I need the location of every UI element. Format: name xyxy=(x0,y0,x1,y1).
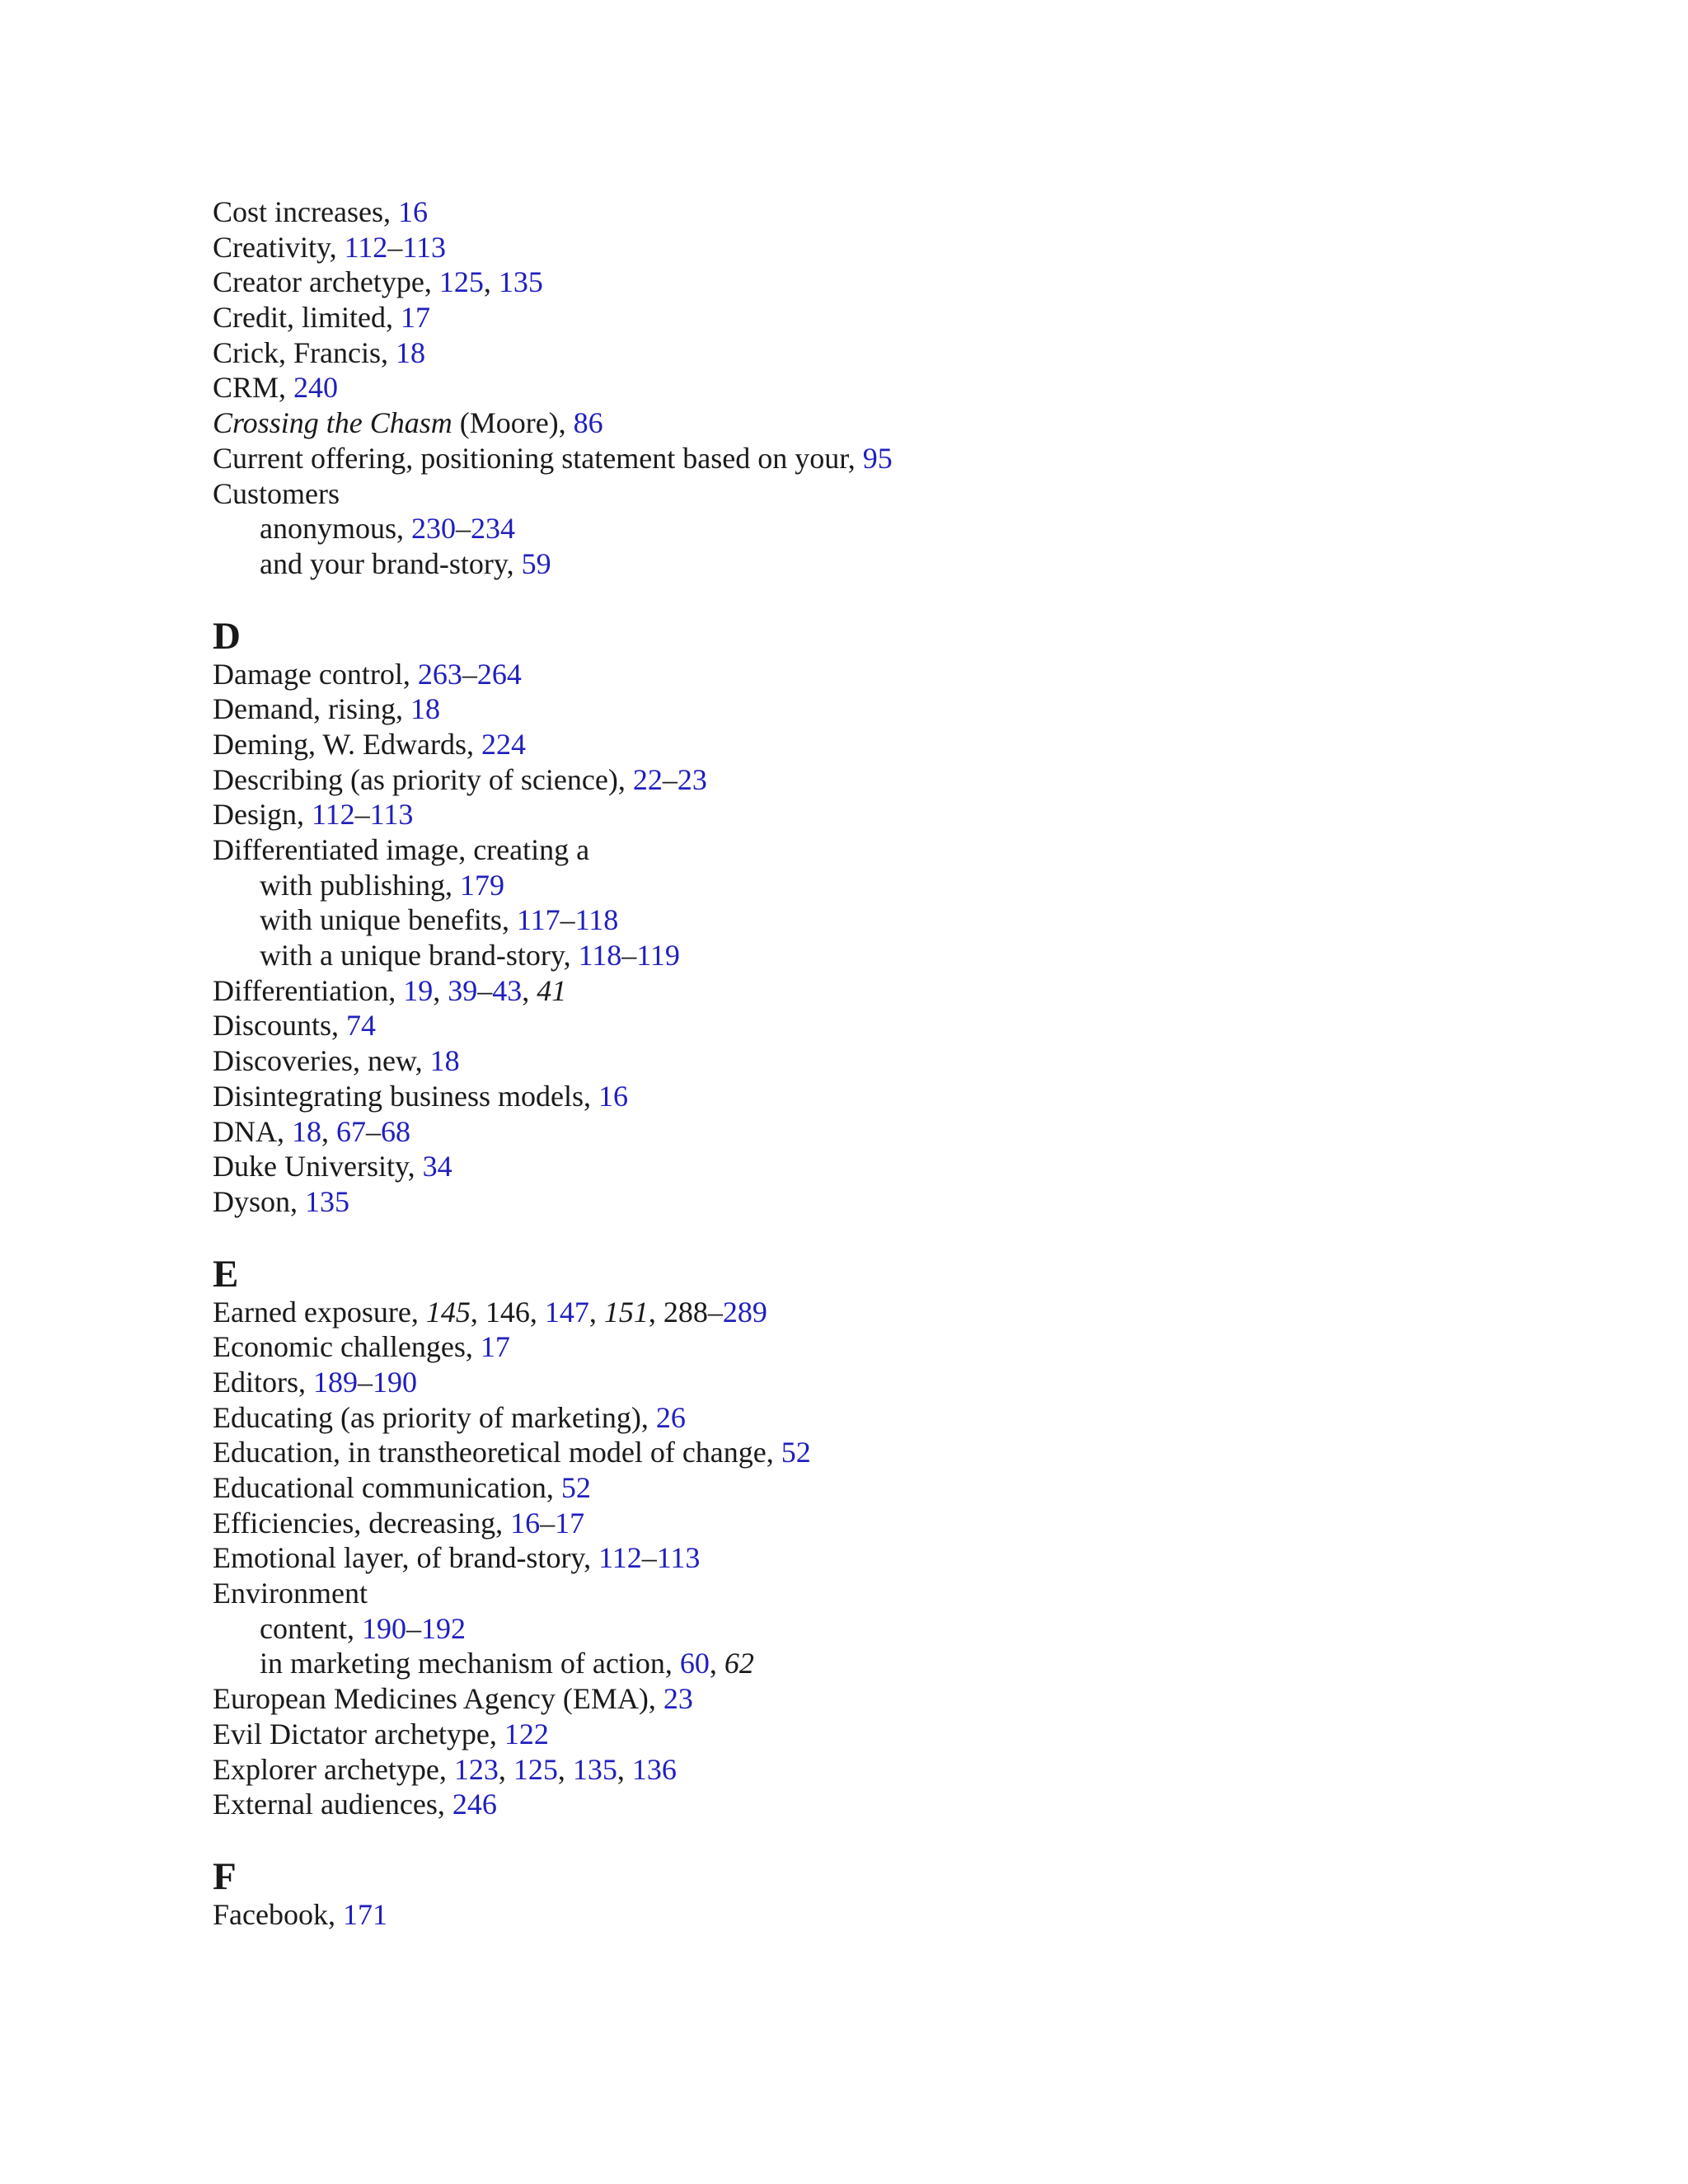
index-entry xyxy=(213,973,1531,1009)
entry-text: Creativity, xyxy=(213,230,345,264)
entry-text: Facebook, xyxy=(213,1897,343,1931)
entry-text: – xyxy=(354,798,370,832)
index-entry xyxy=(213,1329,1531,1365)
entry-text: Editors, xyxy=(213,1365,313,1399)
entry-text: content, xyxy=(260,1611,362,1645)
page-reference-link[interactable]: 122 xyxy=(504,1717,549,1750)
entry-text: Demand, rising, xyxy=(213,692,410,726)
index-subentry xyxy=(213,1611,1531,1647)
page-reference-link[interactable]: 60 xyxy=(679,1647,710,1680)
index-entry xyxy=(213,727,1531,762)
entry-text: , xyxy=(433,973,448,1007)
page-reference-link[interactable]: 112 xyxy=(344,230,388,264)
page-reference-link[interactable]: 16 xyxy=(510,1506,541,1540)
page-reference-link[interactable]: 23 xyxy=(677,762,707,796)
entry-text: Earned exposure, xyxy=(213,1295,426,1329)
entry-text: Cost increases, xyxy=(213,195,398,228)
entry-text: with publishing, xyxy=(260,868,461,902)
entry-text: Efficiencies, decreasing, xyxy=(213,1506,511,1540)
entry-text: Describing (as priority of science), xyxy=(213,762,633,796)
entry-text: , 288– xyxy=(648,1295,723,1329)
entry-text: , xyxy=(617,1752,632,1786)
entry-text: – xyxy=(662,762,678,796)
entry-text: Duke University, xyxy=(213,1150,423,1183)
entry-text: , xyxy=(588,1295,604,1329)
index-subentry xyxy=(213,511,1531,546)
page-reference-link[interactable]: 112 xyxy=(598,1541,642,1575)
entry-text: , xyxy=(557,1752,573,1786)
index-entry xyxy=(213,230,1531,265)
page-reference-link[interactable]: 192 xyxy=(420,1611,466,1645)
page-reference-link[interactable]: 67 xyxy=(336,1114,366,1148)
index-entry xyxy=(213,476,1531,512)
index-entry xyxy=(213,370,1531,405)
index-entry xyxy=(213,797,1531,832)
entry-text: DNA, xyxy=(213,1114,292,1148)
entry-text: Differentiated image, creating a xyxy=(213,833,590,866)
entry-text: – xyxy=(540,1506,556,1540)
page-reference-link[interactable]: 23 xyxy=(663,1682,693,1716)
index-entry xyxy=(213,194,1531,230)
index-entry xyxy=(213,691,1531,727)
index-entry xyxy=(213,1470,1531,1506)
entry-text: Evil Dictator archetype, xyxy=(213,1717,504,1750)
index-subentry xyxy=(213,938,1531,973)
index-entry xyxy=(213,762,1531,798)
entry-text: CRM, xyxy=(213,371,294,405)
page-reference-link[interactable]: 16 xyxy=(598,1079,628,1113)
page-reference-link[interactable]: 136 xyxy=(631,1752,677,1786)
entry-text: Educational communication, xyxy=(213,1471,561,1504)
entry-text: with unique benefits, xyxy=(260,903,517,937)
index-entry xyxy=(213,1752,1531,1788)
entry-text: Environment xyxy=(213,1577,368,1610)
page-reference-link[interactable]: 179 xyxy=(460,868,505,902)
index-entry xyxy=(213,1717,1531,1752)
page-reference-link[interactable]: 190 xyxy=(373,1365,417,1399)
italic-text: Crossing the Chasm xyxy=(213,406,452,440)
entry-text: , xyxy=(498,1752,513,1786)
entry-text: Economic challenges, xyxy=(213,1330,481,1364)
entry-text: Discounts, xyxy=(213,1009,346,1043)
page-reference-link[interactable]: 246 xyxy=(452,1788,497,1821)
index-entry xyxy=(213,1506,1531,1541)
index-entry xyxy=(213,832,1531,868)
index-entry xyxy=(213,1435,1531,1470)
entry-text: with a unique brand-story, xyxy=(260,939,579,972)
page-reference-link[interactable]: 289 xyxy=(722,1295,767,1329)
italic-text: 151 xyxy=(603,1295,649,1329)
entry-text: – xyxy=(366,1114,381,1148)
entry-text: Education, in transtheoretical model of change, xyxy=(213,1436,781,1469)
page-reference-link[interactable]: 26 xyxy=(655,1400,686,1434)
index-entry xyxy=(213,657,1531,692)
entry-text: – xyxy=(387,230,403,264)
entry-text: , xyxy=(522,973,537,1007)
entry-text: anonymous, xyxy=(260,512,411,546)
entry-text: Creator archetype, xyxy=(213,265,439,299)
section-letter-d: D xyxy=(213,614,241,658)
page-reference-link[interactable]: 22 xyxy=(632,762,663,796)
entry-text: Dyson, xyxy=(213,1184,306,1218)
page-reference-link[interactable]: 113 xyxy=(656,1541,701,1575)
page-reference-link[interactable]: 52 xyxy=(560,1471,591,1504)
entry-text: Design, xyxy=(213,798,312,832)
index-entry xyxy=(213,1897,1531,1933)
index-entry xyxy=(213,405,1531,441)
entry-text: (Moore), xyxy=(452,406,574,440)
page-reference-link[interactable]: 18 xyxy=(292,1114,321,1148)
italic-text: 62 xyxy=(724,1647,754,1680)
index-entry xyxy=(213,1149,1531,1184)
page-reference-link[interactable]: 117 xyxy=(516,903,560,937)
page-reference-link[interactable]: 189 xyxy=(313,1365,358,1399)
entry-text: – xyxy=(477,973,493,1007)
page-reference-link[interactable]: 18 xyxy=(395,335,425,369)
page-reference-link[interactable]: 147 xyxy=(544,1295,589,1329)
index-entry xyxy=(213,1787,1531,1822)
page-reference-link[interactable]: 39 xyxy=(448,973,478,1007)
entry-text: Customers xyxy=(213,476,340,510)
section-letter-f: F xyxy=(213,1854,237,1898)
index-entry xyxy=(213,1681,1531,1717)
page-reference-link[interactable]: 263 xyxy=(417,657,462,691)
index-entry xyxy=(213,1008,1531,1043)
entry-text: – xyxy=(560,903,575,937)
entry-text: and your brand-story, xyxy=(260,546,522,580)
page-reference-link[interactable]: 74 xyxy=(346,1009,376,1043)
page-reference-link[interactable]: 112 xyxy=(312,798,355,832)
page-reference-link[interactable]: 52 xyxy=(781,1436,811,1469)
entry-text: , xyxy=(709,1647,724,1680)
page-reference-link[interactable]: 34 xyxy=(422,1150,452,1183)
page-reference-link[interactable]: 123 xyxy=(453,1752,499,1786)
index-entry xyxy=(213,1295,1531,1330)
index-subentry xyxy=(213,546,1531,582)
page-reference-link[interactable]: 135 xyxy=(305,1184,350,1218)
index-entry xyxy=(213,1365,1531,1400)
index-entry xyxy=(213,1540,1531,1576)
page-reference-link[interactable]: 17 xyxy=(480,1330,510,1364)
page-reference-link[interactable]: 230 xyxy=(411,512,456,546)
entry-text: Deming, W. Edwards, xyxy=(213,727,481,761)
entry-text: European Medicines Agency (EMA), xyxy=(213,1682,663,1716)
index-subentry xyxy=(213,902,1531,938)
entry-text: Credit, limited, xyxy=(213,301,401,335)
page-reference-link[interactable]: 17 xyxy=(555,1506,585,1540)
entry-text: Damage control, xyxy=(213,657,418,691)
page-reference-link[interactable]: 119 xyxy=(636,939,680,972)
page-reference-link[interactable]: 190 xyxy=(361,1611,406,1645)
page-reference-link[interactable]: 264 xyxy=(476,657,522,691)
page-reference-link[interactable]: 113 xyxy=(369,798,414,832)
page-reference-link[interactable]: 171 xyxy=(342,1897,387,1931)
index-subentry xyxy=(213,1646,1531,1681)
entry-text: Discoveries, new, xyxy=(213,1044,430,1078)
index-entry xyxy=(213,441,1531,476)
page-reference-link[interactable]: 86 xyxy=(573,406,603,440)
entry-text: Current offering, positioning statement based on your, xyxy=(213,441,863,475)
entry-text: , 146, xyxy=(470,1295,545,1329)
italic-text: 145 xyxy=(425,1295,471,1329)
page-reference-link[interactable]: 125 xyxy=(513,1752,558,1786)
entry-text: Disintegrating business models, xyxy=(213,1079,598,1113)
page-reference-link[interactable]: 118 xyxy=(578,939,622,972)
page-reference-link[interactable]: 59 xyxy=(521,546,551,580)
index-entry xyxy=(213,1114,1531,1150)
section-letter-e: E xyxy=(213,1252,239,1296)
index-entry xyxy=(213,1079,1531,1114)
page-reference-link[interactable]: 18 xyxy=(410,692,440,726)
entry-text: – xyxy=(641,1541,657,1575)
page-reference-link[interactable]: 18 xyxy=(429,1044,460,1078)
page-reference-link[interactable]: 135 xyxy=(498,265,543,299)
page-reference-link[interactable]: 224 xyxy=(481,727,526,761)
entry-text: , xyxy=(483,265,499,299)
page-reference-link[interactable]: 95 xyxy=(862,441,893,475)
entry-text: External audiences, xyxy=(213,1788,452,1821)
page-reference-link[interactable]: 234 xyxy=(471,512,515,546)
entry-text: Crick, Francis, xyxy=(213,335,396,369)
page-reference-link[interactable]: 16 xyxy=(397,195,428,228)
index-entry xyxy=(213,1576,1531,1611)
index-entry xyxy=(213,265,1531,300)
index-entry xyxy=(213,300,1531,335)
entry-text: – xyxy=(456,512,471,546)
entry-text: – xyxy=(358,1365,373,1399)
italic-text: 41 xyxy=(537,973,567,1007)
entry-text: Educating (as priority of marketing), xyxy=(213,1400,656,1434)
page-reference-link[interactable]: 118 xyxy=(574,903,619,937)
page-reference-link[interactable]: 240 xyxy=(293,371,339,405)
page-reference-link[interactable]: 125 xyxy=(438,265,484,299)
index-entry xyxy=(213,1400,1531,1436)
index-entry xyxy=(213,335,1531,371)
page-reference-link[interactable]: 43 xyxy=(492,973,523,1007)
page-reference-link[interactable]: 19 xyxy=(403,973,434,1007)
entry-text: Explorer archetype, xyxy=(213,1752,454,1786)
page-reference-link[interactable]: 135 xyxy=(572,1752,617,1786)
entry-text: – xyxy=(462,657,477,691)
entry-text: – xyxy=(406,1611,421,1645)
entry-text: Emotional layer, of brand-story, xyxy=(213,1541,599,1575)
page-reference-link[interactable]: 17 xyxy=(400,301,430,335)
entry-text: Differentiation, xyxy=(213,973,404,1007)
index-entry xyxy=(213,1043,1531,1079)
index-subentry xyxy=(213,868,1531,903)
index-page xyxy=(213,194,1531,1933)
entry-text: , xyxy=(321,1114,336,1148)
page-reference-link[interactable]: 68 xyxy=(381,1114,410,1148)
page-reference-link[interactable]: 113 xyxy=(402,230,446,264)
entry-text: – xyxy=(621,939,637,972)
entry-text: in marketing mechanism of action, xyxy=(260,1647,680,1680)
index-entry xyxy=(213,1184,1531,1220)
